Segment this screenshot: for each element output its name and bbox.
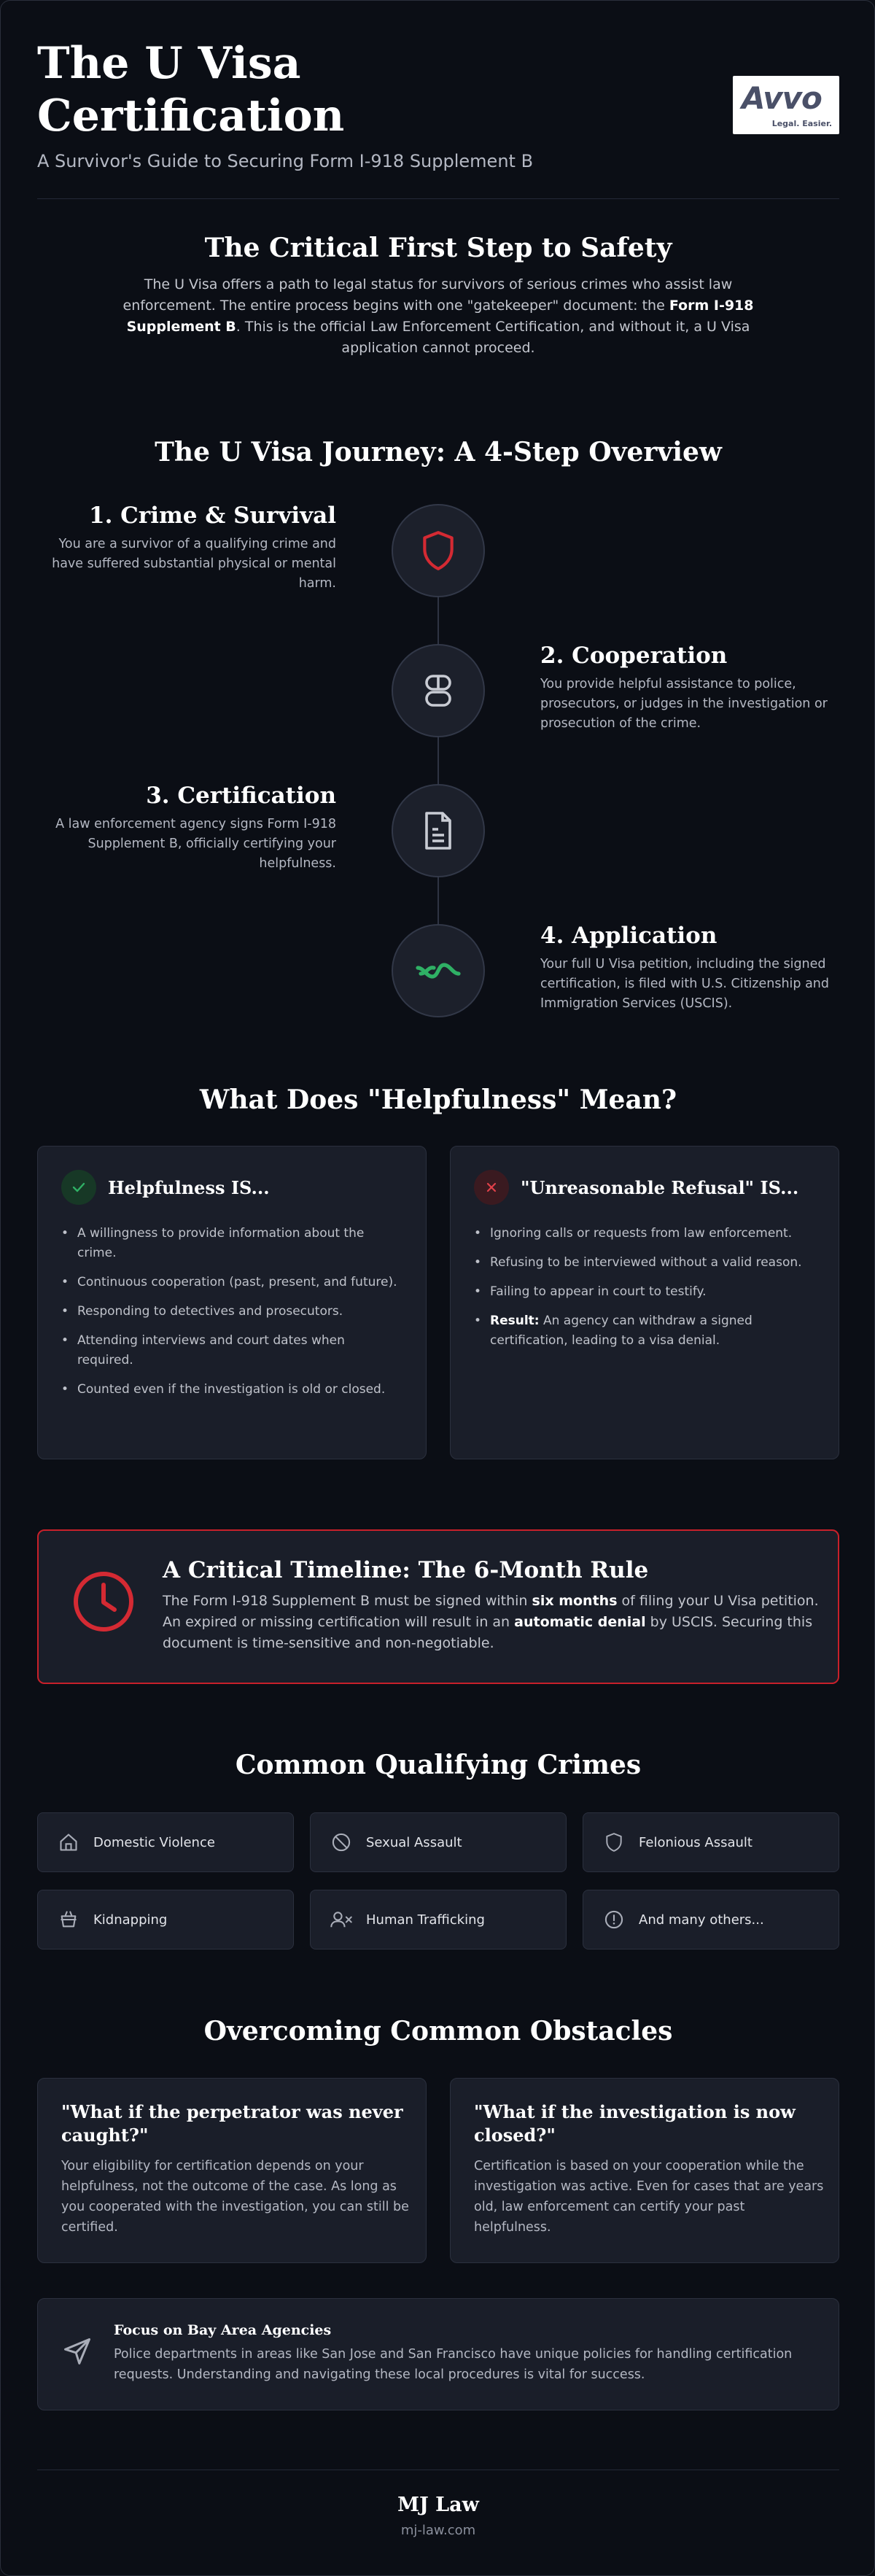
list-item: • Counted even if the investigation is old or closed. [61,1380,404,1400]
shield-icon [420,529,456,572]
logo-tagline: Legal. Easier. [771,119,832,128]
step-3-circle [392,784,485,877]
list-item: • Result: An agency can withdraw a signed certification, leading to a visa denial. [474,1311,817,1351]
obstacle-question: "What if the perpetrator was never caught?" [61,2101,403,2146]
helpfulness-heading: What Does "Helpfulness" Mean? [199,1085,677,1115]
timeline-callout [37,1529,839,1684]
crime-label: And many others... [639,1912,764,1928]
focus-text: Police departments in areas like San Jose and San Francisco have unique policies for handling certification requests. Understanding and navigating these local procedures is vital for success. [114,2347,793,2382]
crime-label: Kidnapping [93,1912,168,1928]
handshake-icon [422,673,454,708]
user-x-icon [328,1906,354,1933]
list-item: • Continuous cooperation (past, present, and future). [61,1273,404,1292]
journey-heading: The U Visa Journey: A 4-Step Overview [155,437,722,468]
step-4-circle [392,924,485,1017]
crime-label: Felonious Assault [639,1834,752,1850]
page-subtitle: A Survivor's Guide to Securing Form I-918 Supplement B [37,151,534,171]
document-icon [422,810,454,851]
cart-icon [55,1906,82,1933]
step-title: 4. Application [540,923,718,949]
step-2-circle [392,644,485,737]
page-title: The U Visa Certification [37,38,345,141]
header [37,37,839,199]
step-title: 1. Crime & Survival [89,503,336,529]
shield-icon [601,1829,627,1855]
alert-icon [601,1906,627,1933]
card-title: Helpfulness IS... [108,1176,270,1198]
crime-label: Sexual Assault [366,1834,462,1850]
obstacle-question: "What if the investigation is now closed?" [474,2101,796,2146]
step-1-circle [392,504,485,597]
step-description: You provide helpful assistance to police, prosecutors, or judges in the investigation or prosecution of the crime. [540,677,828,731]
card-title: "Unreasonable Refusal" IS... [521,1176,799,1198]
crime-felonious-assault [583,1812,839,1872]
step-description: A law enforcement agency signs Form I-918 Supplement B, officially certifying your helpfulness. [55,817,336,871]
list-item: • Refusing to be interviewed without a valid reason. [474,1253,817,1273]
footer-firm-name: MJ Law [397,2494,479,2516]
crime-domestic-violence [37,1812,294,1872]
helpfulness-is-card [37,1146,427,1459]
list-item: • A willingness to provide information about the crime. [61,1224,404,1263]
check-icon [61,1170,96,1205]
obstacle-answer: Certification is based on your cooperation while the investigation was active. Even for cases that are years old, law enforcement can certify your past helpfulness. [474,2159,824,2235]
timeline-title: A Critical Timeline: The 6-Month Rule [163,1557,649,1583]
ban-icon [328,1829,354,1855]
bay-area-focus-card [37,2298,839,2410]
step-description: You are a survivor of a qualifying crime and have suffered substantial physical or mental harm. [52,537,336,591]
step-2 [540,641,839,734]
home-icon [55,1829,82,1855]
unreasonable-refusal-card [450,1146,839,1459]
crime-label: Domestic Violence [93,1834,215,1850]
x-icon [474,1170,509,1205]
clock-icon [71,1569,136,1634]
list-item: • Attending interviews and court dates when required. [61,1331,404,1370]
avvo-logo[interactable] [733,76,839,134]
focus-title: Focus on Bay Area Agencies [114,2322,332,2338]
step-description: Your full U Visa petition, including the signed certification, is filed with U.S. Citizenship and Immigration Services (USCIS). [540,957,829,1011]
intro-text: The U Visa offers a path to legal status for survivors of serious crimes who assist law enforcement. The entire process begins with one "gatekeeper" document: the Form I-918 Supplement B. This is the official Law Enforcement Certification, and without it, a U Visa application cannot proceed. [122,276,754,356]
refusal-list [474,1224,817,1351]
step-title: 3. Certification [146,783,336,809]
crime-others [583,1890,839,1950]
obstacles-heading: Overcoming Common Obstacles [203,2016,673,2047]
list-item: • Responding to detectives and prosecutors. [61,1302,404,1322]
timeline-text: The Form I-918 Supplement B must be signed within six months of filing your U Visa petition. An expired or missing certification will result in an automatic denial by USCIS. Securing this document is time-sensitive and non-negotiable. [163,1593,819,1651]
intro-heading: The Critical First Step to Safety [204,233,672,263]
crime-label: Human Trafficking [366,1912,485,1928]
step-title: 2. Cooperation [540,643,728,669]
footer-link[interactable]: mj-law.com [400,2523,476,2538]
obstacle-card [37,2078,427,2263]
step-1 [37,501,336,594]
crime-sexual-assault [310,1812,567,1872]
step-3 [37,781,336,874]
obstacle-answer: Your eligibility for certification depends on your helpfulness, not the outcome of the case. As long as you cooperated with the investigation, you can still be certified. [61,2159,409,2235]
step-4 [540,921,839,1014]
crime-human-trafficking [310,1890,567,1950]
send-icon [61,2335,93,2367]
crime-kidnapping [37,1890,294,1950]
crimes-heading: Common Qualifying Crimes [235,1750,642,1780]
list-item: • Failing to appear in court to testify. [474,1282,817,1302]
helpfulness-is-list [61,1224,404,1400]
logo-wordmark: Avvo [742,80,822,116]
path-icon [415,959,462,982]
obstacle-card [450,2078,839,2263]
list-item: • Ignoring calls or requests from law enforcement. [474,1224,817,1244]
